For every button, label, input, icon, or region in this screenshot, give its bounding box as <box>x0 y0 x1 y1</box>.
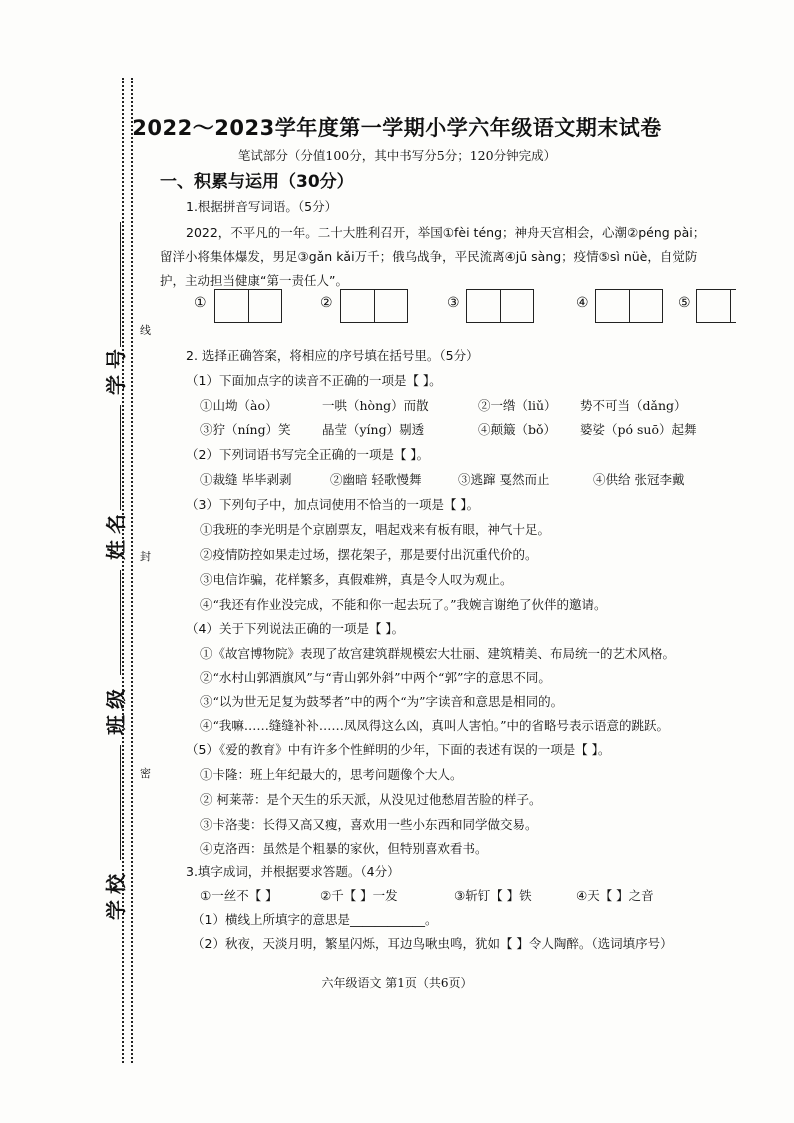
class-label: 班级 <box>104 683 128 735</box>
answer-box-3[interactable] <box>466 289 534 323</box>
name-blank[interactable] <box>120 405 121 510</box>
box-label-3: ③ <box>447 295 460 311</box>
q2-2-stem: （2）下列词语书写完全正确的一项是【 】。 <box>186 447 430 462</box>
q2-1-opt-a2: 一哄（hòng）而散 <box>322 398 429 413</box>
q2-1-opt-c: ③狞（níng）笑 <box>200 422 291 437</box>
q2-2-opt-4: ④供给 张冠李戴 <box>593 472 685 487</box>
q2-1-opt-a: ①山坳（ào） <box>200 398 278 413</box>
q2-1-stem: （1）下面加点字的读音不正确的一项是【 】。 <box>186 373 442 388</box>
q2-1-opt-d: ④颠簸（bǒ） <box>478 422 557 437</box>
q2-3-opt-2: ②疫情防控如果走过场，摆花架子，那是要付出沉重代价的。 <box>200 547 538 562</box>
q2-5-opt-3: ③卡洛斐：长得又高又瘦，喜欢用一些小东西和同学做交易。 <box>200 817 538 832</box>
box-label-4: ④ <box>576 295 589 311</box>
q2-2-opt-2: ②幽暗 轻歌慢舞 <box>330 472 422 487</box>
q2-prompt: 2. 选择正确答案，将相应的序号填在括号里。（5分） <box>186 348 479 363</box>
page-footer: 六年级语文 第1页（共6页） <box>321 976 473 990</box>
answer-box-2[interactable] <box>340 289 408 323</box>
q2-4-opt-2: ②“水村山郭酒旗风”与“青山郭外斜”中两个“郭”字的意思不同。 <box>200 670 551 685</box>
q2-3-stem: （3）下列句子中，加点词使用不恰当的一项是【 】。 <box>186 497 480 512</box>
q1-prompt: 1.根据拼音写词语。（5分） <box>186 199 338 214</box>
q1-text-line2: 留洋小将集体爆发，男足③gǎn kǎi万千；俄乌战争，平民流离④jū sàng；疫情⑤sì nüè，自觉防 <box>160 249 698 264</box>
q2-5-stem: （5）《爱的教育》中有许多个性鲜明的少年，下面的表述有误的一项是【 】。 <box>186 742 611 757</box>
q2-4-opt-4: ④“我嘛……缝缝补补……凤凤得这么凶，真叫人害怕。”中的省略号表示语意的跳跃。 <box>200 718 670 733</box>
q3-prompt: 3.填字成词，并根据要求答题。（4分） <box>186 864 400 879</box>
q3-item-3[interactable]: ③斩钉【 】铁 <box>454 888 532 903</box>
q2-2-opt-1: ①裁缝 毕毕剥剥 <box>200 472 292 487</box>
box-label-2: ② <box>320 295 333 311</box>
name-label: 姓名 <box>104 508 128 560</box>
q2-5-opt-2: ② 柯莱蒂：是个天生的乐天派，从没见过他愁眉苦脸的样子。 <box>200 792 542 807</box>
q2-4-stem: （4）关于下列说法正确的一项是【 】。 <box>186 621 405 636</box>
q2-1-opt-c2: 晶莹（yíng）剔透 <box>322 422 425 437</box>
exam-subtitle: 笔试部分（分值100分，其中书写分5分；120分钟完成） <box>237 148 557 163</box>
q2-3-opt-3: ③电信诈骗，花样繁多，真假难辨，真是令人叹为观止。 <box>200 572 513 587</box>
q3-sub1: （1）横线上所填字的意思是____________。 <box>192 912 438 927</box>
school-blank[interactable] <box>120 745 121 860</box>
q3-item-4[interactable]: ④天【 】之音 <box>576 888 654 903</box>
q2-1-opt-b: ②一绺（liǔ） <box>478 398 557 413</box>
q3-item-2[interactable]: ②千【 】一发 <box>320 888 398 903</box>
seal-line-char: 线 <box>140 324 151 337</box>
exam-title: 2022～2023学年度第一学期小学六年级语文期末试卷 <box>132 116 662 140</box>
q2-4-opt-1: ①《故宫博物院》表现了故宫建筑群规模宏大壮丽、建筑精美、布局统一的艺术风格。 <box>200 646 676 661</box>
q2-3-opt-4: ④“我还有作业没完成，不能和你一起去玩了。”我婉言谢绝了伙伴的邀请。 <box>200 597 607 612</box>
seal-feng-char: 封 <box>140 550 151 563</box>
q2-4-opt-3: ③“以为世无足复为鼓琴者”中的两个“为”字读音和意思是相同的。 <box>200 694 564 709</box>
student-id-blank[interactable] <box>120 222 121 347</box>
q2-2-opt-3: ③逃蹿 戛然而止 <box>458 472 550 487</box>
q2-1-opt-d2: 婆娑（pó suō）起舞 <box>580 422 697 437</box>
section-heading: 一、积累与运用（30分） <box>160 172 354 192</box>
answer-box-5[interactable] <box>696 289 736 323</box>
student-id-label: 学号 <box>104 343 128 395</box>
q3-item-1[interactable]: ①一丝不【 】 <box>200 888 278 903</box>
q1-text-line3: 护，主动担当健康“第一责任人”。 <box>160 273 348 288</box>
seal-mi-char: 密 <box>140 767 151 780</box>
answer-box-4[interactable] <box>595 289 663 323</box>
q2-5-opt-1: ①卡隆：班上年纪最大的，思考问题像个大人。 <box>200 767 463 782</box>
q3-sub2: （2）秋夜，天淡月明，繁星闪烁，耳边鸟啾虫鸣，犹如【 】令人陶醉。（选词填序号） <box>192 936 673 951</box>
q2-1-opt-b2: 势不可当（dǎng） <box>580 398 687 413</box>
q2-5-opt-4: ④克洛西：虽然是个粗暴的家伙，但特别喜欢看书。 <box>200 841 488 856</box>
binding-dotted-line-inner <box>131 78 133 1063</box>
q2-3-opt-1: ①我班的李光明是个京剧票友，唱起戏来有板有眼，神气十足。 <box>200 522 551 537</box>
box-label-1: ① <box>194 295 207 311</box>
class-blank[interactable] <box>120 570 121 675</box>
school-label: 学校 <box>104 868 128 920</box>
q1-text-line1: 2022，不平凡的一年。二十大胜利召开，举国①fèi téng；神舟天宫相会，心潮②péng pài； <box>186 225 706 240</box>
box-label-5: ⑤ <box>678 295 691 311</box>
answer-box-1[interactable] <box>214 289 282 323</box>
